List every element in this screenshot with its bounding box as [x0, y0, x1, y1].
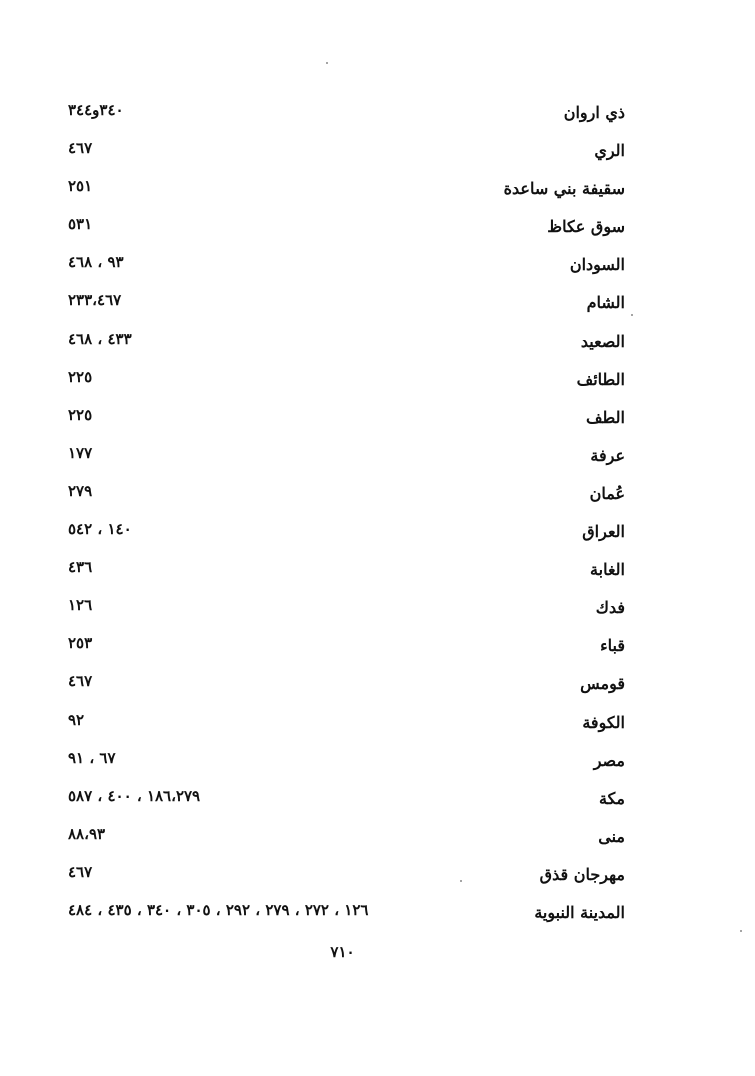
index-entry	[0, 668, 755, 706]
index-entry	[0, 364, 755, 402]
index-entry	[0, 402, 755, 440]
page-number: ٧١٠	[330, 943, 355, 961]
place-name: الشام	[586, 293, 625, 313]
page-references: ٢٢٥	[68, 405, 93, 424]
index-entry	[0, 173, 755, 211]
page-references: ٢٢٥	[68, 367, 93, 386]
page-references: ٤٣٦	[68, 558, 93, 577]
place-name: قباء	[600, 636, 625, 656]
page-references: ٤٦٧	[68, 139, 93, 158]
index-entry	[0, 859, 755, 897]
index-entry	[0, 287, 755, 325]
index-entry	[0, 783, 755, 821]
place-name: الطف	[585, 407, 625, 427]
page-references: ٥٣١	[68, 215, 93, 234]
page-references: ١٤٠ ، ٥٤٢	[68, 520, 132, 539]
place-name: قومس	[580, 674, 625, 694]
scan-speck	[460, 880, 462, 882]
place-name: الصعيد	[580, 331, 625, 351]
index-entry	[0, 897, 755, 935]
index-entry	[0, 249, 755, 287]
index-entry	[0, 592, 755, 630]
scan-speck	[326, 62, 328, 64]
place-name: منى	[598, 826, 625, 846]
place-name: مكة	[599, 788, 625, 808]
page-references: ٦٧ ، ٩١	[68, 748, 116, 767]
index-entry	[0, 97, 755, 135]
place-name: الري	[594, 141, 625, 161]
place-name: السودان	[569, 255, 625, 275]
page-references: ٢٥٣	[68, 634, 93, 653]
place-name: العراق	[582, 522, 625, 542]
page-references: ٤٦٧	[68, 672, 93, 691]
place-index-list	[0, 97, 755, 935]
page-references: ٤٣٣ ، ٤٦٨	[68, 329, 132, 348]
index-entry	[0, 326, 755, 364]
index-entry	[0, 707, 755, 745]
place-name: الغابة	[590, 560, 625, 580]
index-entry	[0, 554, 755, 592]
index-entry	[0, 821, 755, 859]
place-name: عرفة	[590, 445, 625, 465]
place-name: مصر	[593, 750, 625, 770]
page-references: ٢٧٩	[68, 481, 93, 500]
page-references: ١٢٦ ، ٢٧٢ ، ٢٧٩ ، ٢٩٢ ، ٣٠٥ ، ٣٤٠ ، ٤٣٥ ، ٤٨٤	[68, 900, 369, 919]
index-entry	[0, 211, 755, 249]
place-name: الكوفة	[582, 712, 625, 732]
page-references: ٤٦٧	[68, 862, 93, 881]
page-references: ٣٤٠و٣٤٤	[68, 101, 124, 119]
page-references: ١٧٧	[68, 443, 93, 462]
index-entry	[0, 516, 755, 554]
scan-speck	[631, 314, 633, 316]
index-entry	[0, 630, 755, 668]
place-name: المدينة النبوية	[534, 902, 625, 922]
page-references: ١٨٦،٢٧٩ ، ٤٠٠ ، ٥٨٧	[68, 786, 201, 805]
place-name: عُمان	[589, 483, 625, 503]
page-references: ١٢٦	[68, 596, 93, 615]
index-entry	[0, 135, 755, 173]
index-entry	[0, 745, 755, 783]
place-name: ذي اروان	[563, 103, 625, 122]
scan-speck	[740, 930, 742, 932]
page-references: ٢٥١	[68, 177, 93, 196]
page-references: ٨٨،٩٣	[68, 824, 106, 843]
place-name: الطائف	[576, 369, 625, 389]
index-entry	[0, 478, 755, 516]
place-name: مهرجان قذق	[539, 864, 625, 884]
index-entry	[0, 440, 755, 478]
page-references: ٩٢	[68, 710, 85, 729]
place-name: سوق عكاظ	[547, 217, 625, 237]
page-references: ٢٣٣،٤٦٧	[68, 291, 122, 310]
page-references: ٩٣ ، ٤٦٨	[68, 253, 124, 272]
place-name: سقيفة بني ساعدة	[503, 179, 625, 199]
place-name: فدك	[595, 598, 625, 618]
